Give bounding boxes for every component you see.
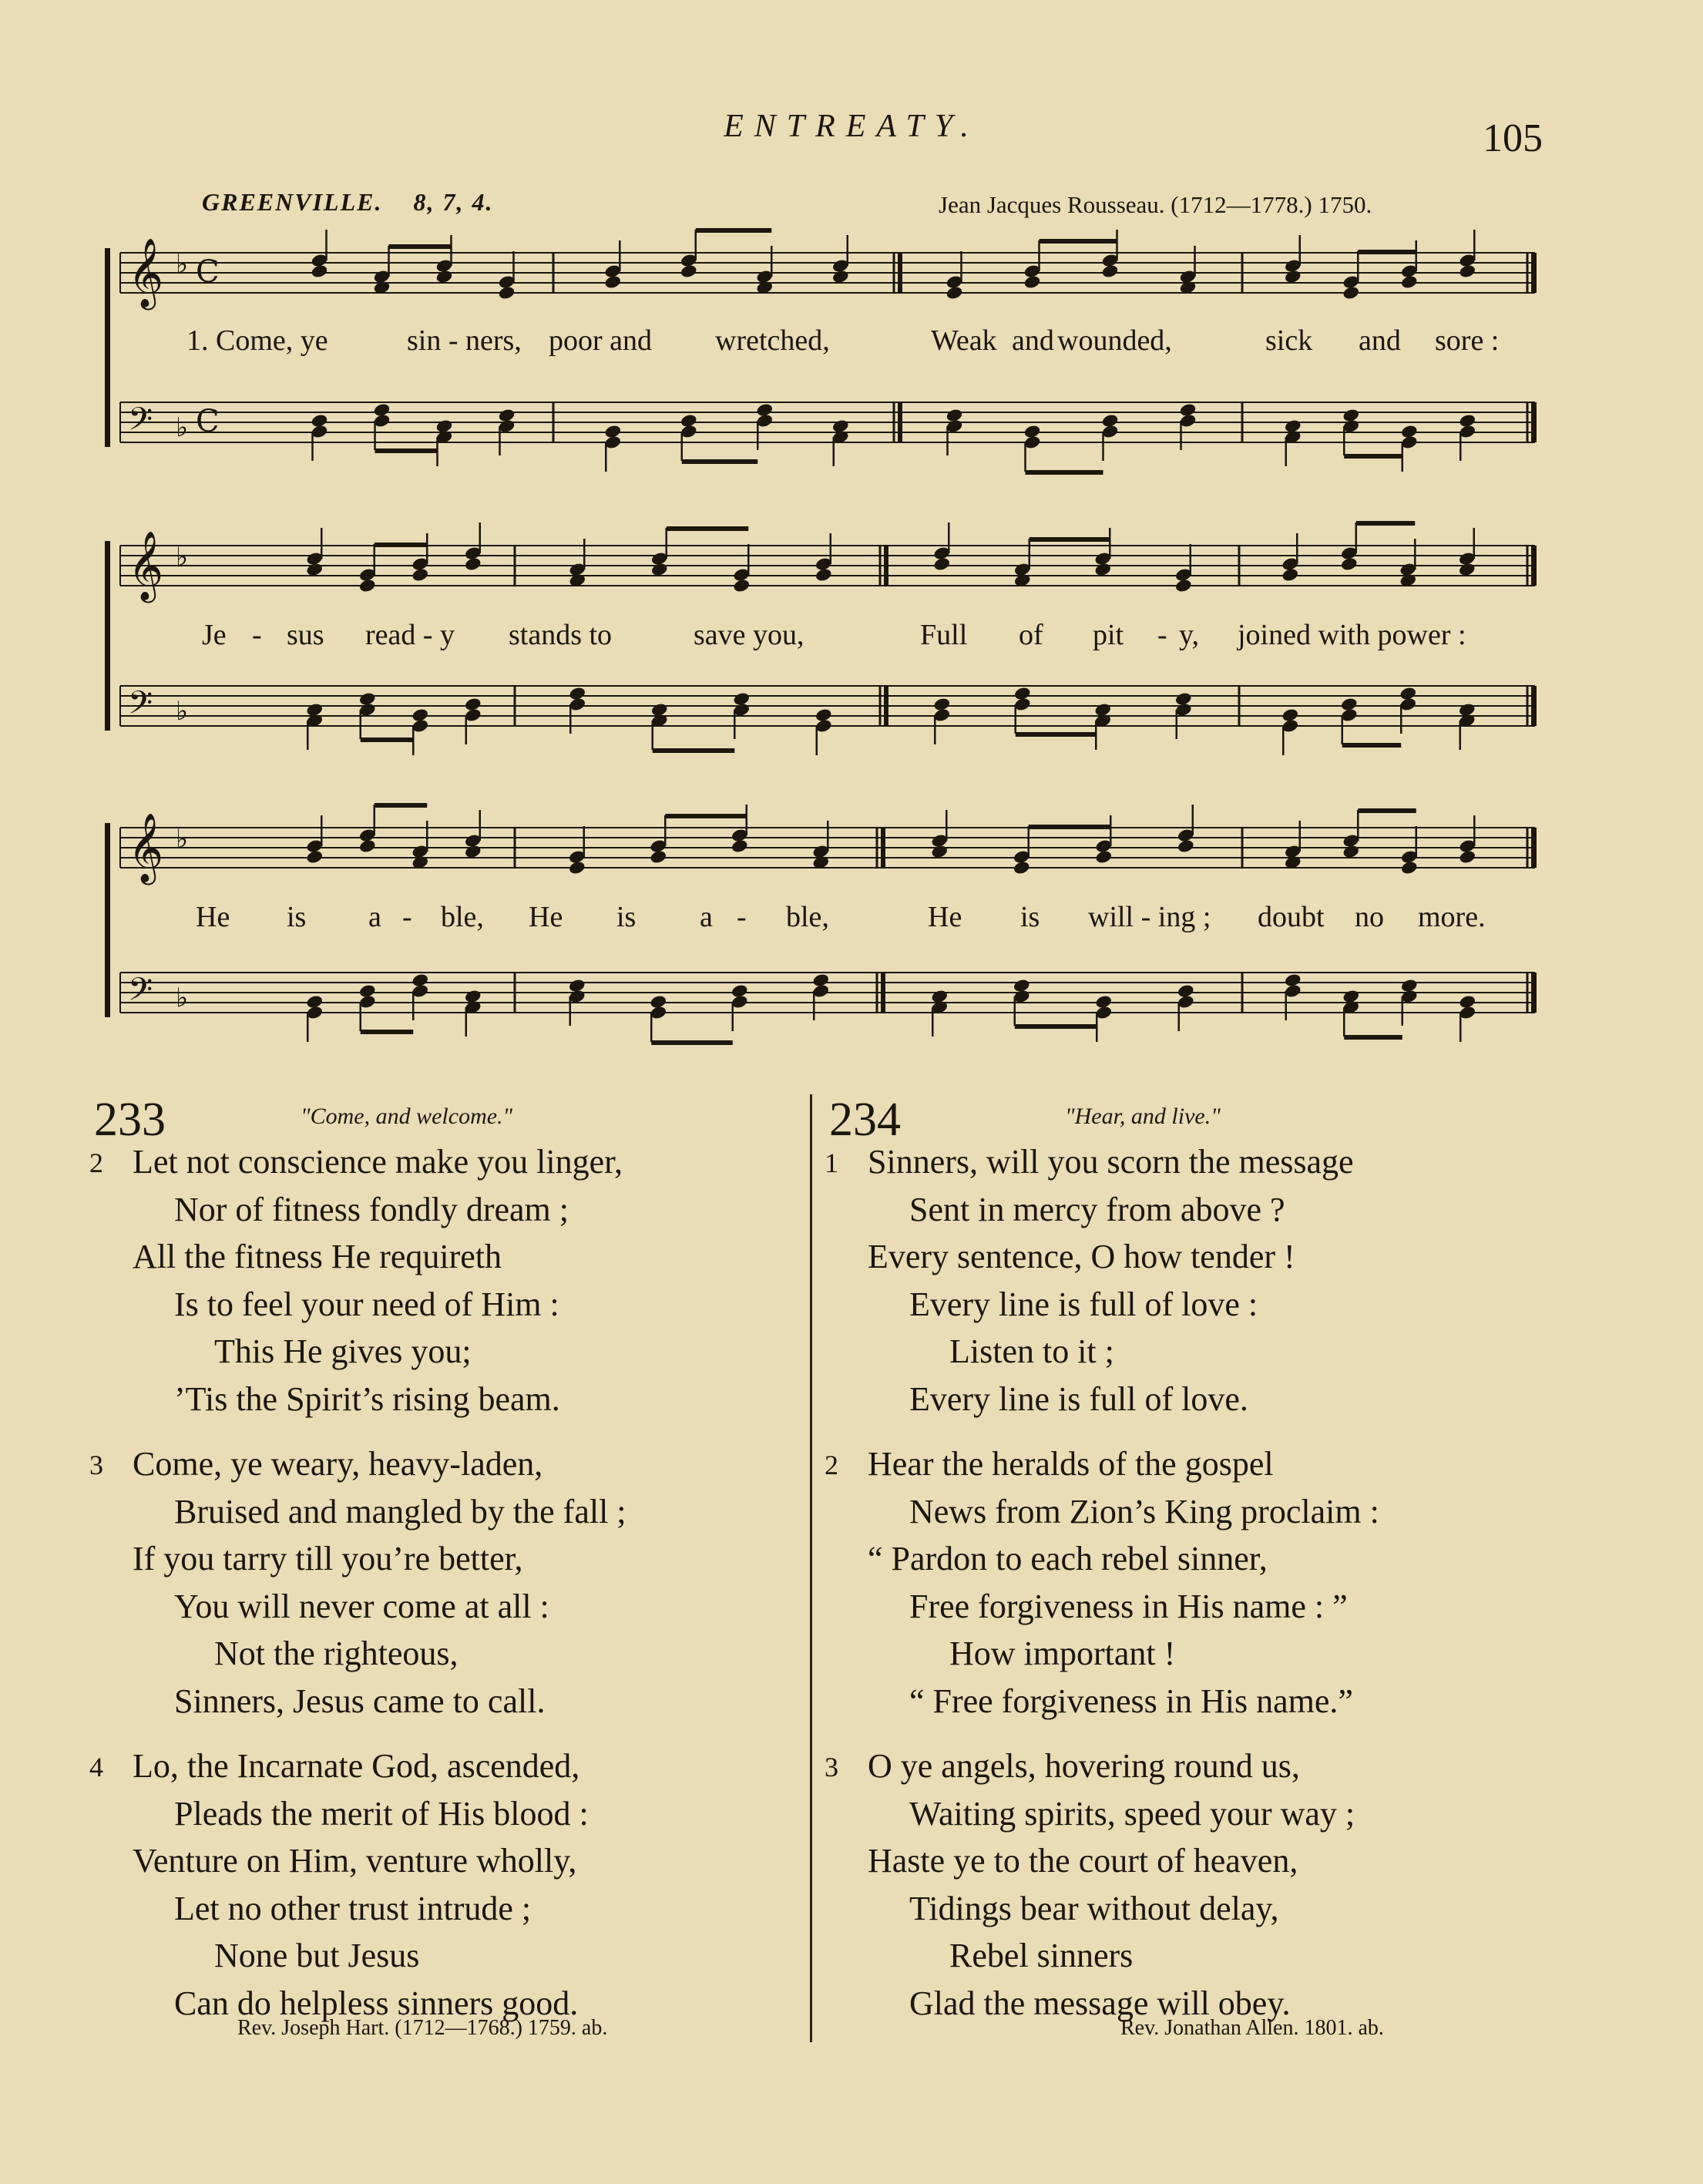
flat-key-signature: ♭ [176, 412, 189, 443]
verse-line: Pleads the merit of His blood : [174, 1794, 589, 1833]
lyric-syllable: and [1012, 324, 1054, 357]
note-beam [1029, 825, 1111, 829]
bass-clef: 𝄢 [128, 684, 153, 729]
verse-line: Is to feel your need of Him : [174, 1285, 559, 1323]
note-head [649, 849, 667, 865]
verse-line: Every line is full of love : [909, 1285, 1258, 1323]
note-beam [361, 738, 414, 742]
double-barline [881, 828, 885, 868]
verse-line: Free forgiveness in His name : ” [909, 1587, 1348, 1625]
verse-line: “ Pardon to each rebel sinner, [868, 1540, 1268, 1578]
note-head [831, 269, 850, 284]
verse-line: Sinners, will you scorn the message [868, 1143, 1354, 1181]
verse-line: Venture on Him, venture wholly, [133, 1842, 577, 1880]
treble-clef: 𝄞 [128, 238, 164, 307]
hymn-number: 234 [829, 1094, 901, 1146]
note-head [1342, 285, 1360, 301]
note-beam [653, 748, 735, 753]
verse-line: Let not conscience make you linger, [133, 1143, 623, 1181]
verse-line: Rebel sinners [949, 1937, 1134, 1974]
note-beam [1040, 239, 1117, 244]
verse-line: Sent in mercy from above ? [909, 1190, 1285, 1228]
lyric-syllable: - [737, 901, 747, 933]
lyric-syllable: joined with power : [1238, 619, 1466, 651]
lyric-syllable: wounded, [1057, 324, 1172, 357]
verse-line: All the fitness He requireth [133, 1238, 502, 1275]
note-beam [375, 449, 438, 453]
final-barline-thick [1531, 686, 1537, 726]
verse-line: Nor of fitness fondly dream ; [174, 1190, 569, 1228]
lyric-syllable: - [252, 619, 262, 651]
lyric-syllable: is [1020, 901, 1040, 933]
note-head [1400, 860, 1419, 875]
verse-number: 3 [825, 1752, 838, 1782]
lyric-syllable: - [1157, 619, 1167, 651]
note-beam [1358, 808, 1416, 813]
note-head [732, 578, 751, 593]
verse-line: Tidings bear without delay, [909, 1889, 1279, 1927]
hymn-author: Rev. Jonathan Allen. 1801. ab. [1120, 2016, 1384, 2040]
verse-line: Not the righteous, [214, 1635, 458, 1672]
treble-clef: 𝄞 [128, 813, 164, 882]
lyric-syllable: a [700, 901, 713, 933]
note-head [435, 269, 454, 284]
note-head [680, 264, 698, 279]
section-title: ENTREATY. [724, 109, 979, 144]
verse-line: O ye angels, hovering round us, [868, 1747, 1300, 1785]
lyric-syllable: more. [1418, 901, 1486, 933]
note-head [1101, 264, 1120, 279]
verse-line: Glad the message will obey. [909, 1984, 1291, 2022]
note-head [1094, 849, 1113, 865]
note-beam [361, 1030, 414, 1034]
note-head [1342, 844, 1360, 859]
note-head [946, 285, 964, 301]
system-bracket [105, 541, 110, 731]
lyric-syllable: doubt [1258, 901, 1325, 933]
lyric-syllable: He [196, 901, 230, 933]
hymn-subtitle: "Hear, and live." [1065, 1104, 1221, 1129]
note-head [305, 562, 324, 577]
lyric-syllable: ble, [441, 901, 484, 933]
note-head [603, 274, 622, 290]
note-head [311, 264, 329, 279]
double-barline [898, 253, 902, 293]
time-signature: C [196, 254, 220, 290]
double-barline [884, 686, 888, 726]
note-head [1458, 849, 1476, 865]
final-barline-thick [1531, 546, 1537, 586]
lyric-syllable: Weak [931, 324, 997, 357]
lyric-syllable: He [928, 901, 962, 933]
verse-line: Can do helpless sinners good. [174, 1984, 579, 2022]
verse-line: Come, ye weary, heavy-laden, [133, 1445, 543, 1483]
lyric-syllable: sus [287, 619, 324, 651]
lyric-syllable: wretched, [715, 324, 830, 357]
double-barline [881, 973, 885, 1013]
double-barline [884, 546, 888, 586]
note-head [1013, 860, 1031, 875]
lyric-syllable: pit [1093, 619, 1124, 651]
verse-line: Haste ye to the court of heaven, [868, 1842, 1298, 1880]
note-beam [1358, 250, 1416, 254]
note-head [358, 838, 377, 854]
verse-line: This He gives you; [214, 1332, 472, 1370]
lyric-syllable: Full [920, 619, 968, 651]
hymn-233 [89, 1093, 826, 2048]
verse-number: 3 [89, 1450, 103, 1480]
note-head [1093, 562, 1112, 577]
lyric-syllable: poor and [549, 324, 653, 357]
verse-line: Sinners, Jesus came to call. [174, 1682, 546, 1720]
verse-number: 4 [89, 1752, 103, 1782]
lyric-syllable: stands to [509, 619, 613, 651]
verse-line: Listen to it ; [949, 1332, 1114, 1370]
treble-clef: 𝄞 [128, 531, 164, 600]
verse-line: Every sentence, O how tender ! [868, 1238, 1295, 1275]
note-beam [682, 459, 758, 464]
verse-line: Every line is full of love. [909, 1379, 1248, 1418]
note-beam [651, 1040, 733, 1045]
verse-line: You will never come at all : [174, 1587, 549, 1625]
lyric-syllable: is [287, 901, 307, 933]
note-head [930, 844, 949, 859]
note-beam [1344, 1035, 1402, 1040]
lyric-syllable: is [616, 901, 637, 933]
verse-line: Bruised and mangled by the fall ; [174, 1492, 626, 1530]
note-beam [375, 803, 428, 808]
note-head [464, 844, 482, 859]
hymn-subtitle: "Come, and welcome." [301, 1104, 513, 1129]
hymn-author: Rev. Joseph Hart. (1712—1768.) 1759. ab. [237, 2016, 608, 2040]
verse-line: How important ! [949, 1635, 1176, 1672]
lyric-syllable: ble, [786, 901, 829, 933]
note-head [932, 556, 951, 572]
note-head [305, 849, 324, 865]
verse-number: 1 [825, 1147, 838, 1178]
system-bracket [105, 248, 110, 447]
verse-line: Lo, the Incarnate God, ascended, [133, 1747, 580, 1785]
note-head [1174, 578, 1193, 593]
lyric-syllable: no [1355, 901, 1384, 933]
note-beam [1344, 454, 1402, 459]
verse-number: 2 [825, 1450, 838, 1480]
time-signature: C [196, 404, 220, 439]
final-barline-thick [1531, 402, 1537, 442]
note-head [1458, 562, 1476, 577]
verse-line: If you tarry till you’re better, [133, 1540, 523, 1578]
double-barline [898, 402, 902, 442]
verse-line: ’Tis the Spirit’s rising beam. [174, 1379, 560, 1418]
lyric-syllable: 1. Come, ye [186, 324, 328, 357]
lyric-syllable: read - y [365, 619, 455, 651]
lyric-syllable: y, [1179, 619, 1200, 651]
note-beam [1016, 732, 1097, 737]
note-beam [696, 228, 772, 233]
note-head [1177, 838, 1195, 854]
page-number: 105 [1483, 116, 1543, 160]
verse-line: Hear the heralds of the gospel [868, 1445, 1274, 1483]
lyric-syllable: He [529, 901, 563, 933]
verse-line: None but Jesus [214, 1937, 420, 1974]
note-head [1284, 269, 1302, 284]
note-head [650, 562, 669, 577]
lyric-syllable: sin - ners, [407, 324, 522, 357]
note-head [1340, 556, 1359, 572]
note-head [815, 567, 833, 583]
flat-key-signature: ♭ [176, 249, 189, 280]
lyric-syllable: sick [1265, 324, 1313, 357]
lyric-syllable: a [368, 901, 381, 933]
tune-name: GREENVILLE. [202, 188, 383, 216]
note-head [568, 860, 586, 875]
note-head [498, 285, 516, 301]
final-barline-thick [1531, 828, 1537, 868]
verse-number: 2 [89, 1147, 103, 1178]
bass-clef: 𝄢 [128, 971, 153, 1016]
flat-key-signature: ♭ [176, 696, 189, 727]
note-head [1023, 274, 1042, 290]
lyric-syllable: will - ing ; [1088, 901, 1211, 933]
flat-key-signature: ♭ [176, 542, 189, 573]
note-head [358, 578, 377, 593]
system-bracket [105, 823, 110, 1017]
tune-meter: 8, 7, 4. [413, 188, 494, 216]
lyric-syllable: save you, [694, 619, 804, 651]
bass-clef: 𝄢 [128, 401, 153, 445]
hymn-234 [825, 1093, 1561, 2048]
tune-composer: Jean Jacques Rousseau. (1712—1778.) 1750. [939, 191, 1372, 218]
note-beam [1026, 470, 1103, 475]
hymn-number: 233 [94, 1094, 166, 1146]
note-head [1400, 274, 1419, 290]
final-barline-thick [1531, 973, 1537, 1013]
verse-line: “ Free forgiveness in His name.” [909, 1682, 1353, 1720]
note-beam [667, 526, 749, 531]
final-barline-thick [1531, 253, 1537, 293]
flat-key-signature: ♭ [176, 824, 189, 855]
note-beam [389, 244, 452, 249]
verse-line: Let no other trust intrude ; [174, 1889, 532, 1927]
note-head [731, 838, 749, 854]
note-beam [1356, 521, 1416, 526]
note-head [464, 556, 482, 572]
flat-key-signature: ♭ [176, 983, 189, 1013]
note-beam [665, 814, 747, 818]
note-beam [375, 543, 428, 547]
verse-line: News from Zion’s King proclaim : [909, 1492, 1379, 1530]
note-beam [1015, 1024, 1097, 1029]
note-beam [1030, 537, 1110, 542]
note-head [1458, 264, 1476, 279]
note-head [411, 567, 429, 583]
note-beam [1342, 743, 1402, 748]
lyric-syllable: and [1359, 324, 1401, 357]
lyric-syllable: sore : [1435, 324, 1500, 357]
lyric-syllable: of [1019, 619, 1043, 651]
lyric-syllable: Je [202, 619, 227, 651]
note-head [1281, 567, 1299, 583]
lyric-syllable: - [402, 901, 412, 933]
verse-line: Waiting spirits, speed your way ; [909, 1794, 1355, 1833]
